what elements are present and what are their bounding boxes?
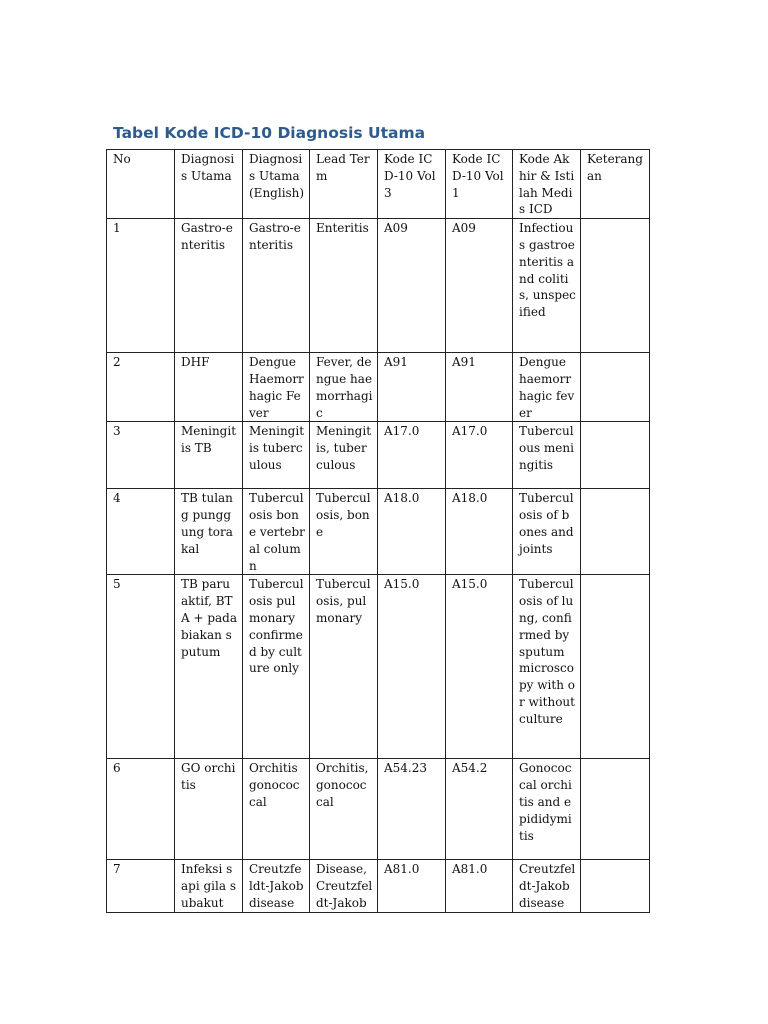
cell-no: 1 bbox=[107, 219, 175, 353]
cell-diagnosis-utama: TB paru aktif, BTA + pada biakan sputum bbox=[175, 575, 243, 759]
cell-kode-vol-1: A54.2 bbox=[446, 759, 513, 860]
header-kode-vol-1: Kode ICD-10 Vol 1 bbox=[446, 150, 513, 219]
cell-kode-vol-3: A91 bbox=[378, 353, 446, 422]
cell-keterangan bbox=[581, 575, 650, 759]
cell-diagnosis-utama: Gastro-enteritis bbox=[175, 219, 243, 353]
cell-diagnosis-english: Orchitis gonococcal bbox=[243, 759, 310, 860]
cell-keterangan bbox=[581, 422, 650, 489]
cell-kode-vol-1: A09 bbox=[446, 219, 513, 353]
cell-kode-akhir: Gonococcal orchitis and epididymitis bbox=[513, 759, 581, 860]
cell-keterangan bbox=[581, 489, 650, 575]
table-row bbox=[107, 422, 650, 489]
header-keterangan: Keterangan bbox=[581, 150, 650, 219]
icd-table bbox=[106, 149, 650, 913]
cell-keterangan bbox=[581, 219, 650, 353]
cell-kode-akhir: Dengue haemorrhagic fever bbox=[513, 353, 581, 422]
cell-diagnosis-english: Dengue Haemorrhagic Fever bbox=[243, 353, 310, 422]
cell-diagnosis-utama: Infeksi sapi gila subakut bbox=[175, 860, 243, 912]
cell-diagnosis-utama: Meningitis TB bbox=[175, 422, 243, 489]
cell-kode-vol-1: A18.0 bbox=[446, 489, 513, 575]
cell-kode-vol-1: A17.0 bbox=[446, 422, 513, 489]
cell-kode-vol-3: A18.0 bbox=[378, 489, 446, 575]
table-row bbox=[107, 575, 650, 759]
cell-no: 5 bbox=[107, 575, 175, 759]
cell-kode-vol-1: A15.0 bbox=[446, 575, 513, 759]
table-header-row bbox=[107, 150, 650, 219]
cell-no: 7 bbox=[107, 860, 175, 912]
cell-lead-term: Meningitis, tuberculous bbox=[310, 422, 378, 489]
header-diagnosis-utama: Diagnosis Utama bbox=[175, 150, 243, 219]
cell-no: 6 bbox=[107, 759, 175, 860]
cell-lead-term: Tuberculosis, pulmonary bbox=[310, 575, 378, 759]
header-kode-akhir: Kode Akhir & Istilah Medis ICD bbox=[513, 150, 581, 219]
cell-lead-term: Enteritis bbox=[310, 219, 378, 353]
cell-diagnosis-utama: TB tulang punggung torakal bbox=[175, 489, 243, 575]
cell-diagnosis-english: Meningitis tuberculous bbox=[243, 422, 310, 489]
page-title: Tabel Kode ICD-10 Diagnosis Utama bbox=[113, 124, 426, 142]
table-row bbox=[107, 353, 650, 422]
cell-kode-vol-3: A17.0 bbox=[378, 422, 446, 489]
cell-kode-vol-1: A91 bbox=[446, 353, 513, 422]
cell-kode-akhir: Creutzfeldt-Jakob disease bbox=[513, 860, 581, 912]
cell-kode-vol-3: A09 bbox=[378, 219, 446, 353]
header-kode-vol-3: Kode ICD-10 Vol 3 bbox=[378, 150, 446, 219]
header-no: No bbox=[107, 150, 175, 219]
header-lead-term: Lead Term bbox=[310, 150, 378, 219]
cell-keterangan bbox=[581, 759, 650, 860]
cell-diagnosis-utama: GO orchitis bbox=[175, 759, 243, 860]
header-diagnosis-utama-english: Diagnosis Utama (English) bbox=[243, 150, 310, 219]
table-row bbox=[107, 489, 650, 575]
cell-diagnosis-english: Tuberculosis pulmonary confirmed by culture only bbox=[243, 575, 310, 759]
cell-lead-term: Fever, dengue haemorrhagic bbox=[310, 353, 378, 422]
cell-diagnosis-english: Tuberculosis bone vertebral column bbox=[243, 489, 310, 575]
cell-kode-vol-3: A81.0 bbox=[378, 860, 446, 912]
cell-kode-akhir: Tuberculosis of lung, confirmed by sputum microscopy with or without culture bbox=[513, 575, 581, 759]
cell-no: 4 bbox=[107, 489, 175, 575]
cell-kode-akhir: Infectious gastroenteritis and colitis, unspecified bbox=[513, 219, 581, 353]
cell-kode-akhir: Tuberculous meningitis bbox=[513, 422, 581, 489]
cell-kode-vol-3: A15.0 bbox=[378, 575, 446, 759]
cell-no: 2 bbox=[107, 353, 175, 422]
cell-lead-term: Disease, Creutzfeldt-Jakob bbox=[310, 860, 378, 912]
cell-diagnosis-english: Creutzfeldt-Jakob disease bbox=[243, 860, 310, 912]
table-row bbox=[107, 219, 650, 353]
cell-diagnosis-utama: DHF bbox=[175, 353, 243, 422]
cell-diagnosis-english: Gastro-enteritis bbox=[243, 219, 310, 353]
cell-keterangan bbox=[581, 353, 650, 422]
cell-keterangan bbox=[581, 860, 650, 912]
table-row bbox=[107, 860, 650, 912]
cell-lead-term: Orchitis, gonococcal bbox=[310, 759, 378, 860]
cell-no: 3 bbox=[107, 422, 175, 489]
cell-kode-vol-1: A81.0 bbox=[446, 860, 513, 912]
cell-kode-vol-3: A54.23 bbox=[378, 759, 446, 860]
cell-lead-term: Tuberculosis, bone bbox=[310, 489, 378, 575]
cell-kode-akhir: Tuberculosis of bones and joints bbox=[513, 489, 581, 575]
table-row bbox=[107, 759, 650, 860]
